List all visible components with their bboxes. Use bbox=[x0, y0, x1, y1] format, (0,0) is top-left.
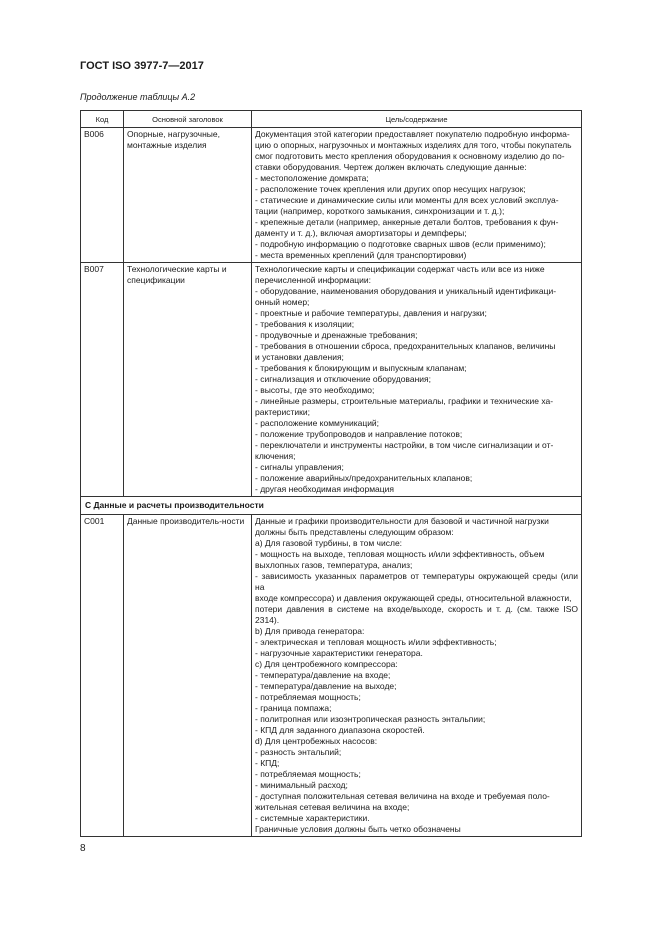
content-line: - сигналы управления; bbox=[255, 462, 344, 472]
spec-table bbox=[80, 110, 582, 837]
content-line: - политропная или изоэнтропическая разность энтальпии; bbox=[255, 714, 486, 724]
page-number: 8 bbox=[80, 843, 86, 854]
content-line: - КПД; bbox=[255, 758, 280, 768]
column-header-title: Основной заголовок bbox=[124, 111, 252, 128]
content-line: цию о опорных, нагрузочных и монтажных изделиях для того, чтобы покупатель bbox=[255, 140, 572, 150]
table-caption: Продолжение таблицы А.2 bbox=[80, 92, 196, 102]
table-row bbox=[81, 515, 582, 837]
content-line: - зависимость указанных параметров от температуры окружающей среды (или на bbox=[255, 571, 578, 592]
content-line: Технологические карты и спецификации содержат часть или все из ниже bbox=[255, 264, 545, 274]
row-code: С001 bbox=[81, 515, 124, 837]
content-line: Документация этой категории предоставляет покупателю подробную информа- bbox=[255, 129, 570, 139]
content-line: b) Для привода генератора: bbox=[255, 626, 365, 636]
content-line: потери давления в системе на входе/выходе, скорость и т. д. (см. также ISO 2314). bbox=[255, 604, 578, 625]
row-title: Опорные, нагрузочные, монтажные изделия bbox=[124, 128, 252, 263]
content-line: - КПД для заданного диапазона скоростей. bbox=[255, 725, 425, 735]
content-line: - статические и динамические силы или моменты для всех условий эксплуа- bbox=[255, 195, 559, 205]
content-line: - минимальный расход; bbox=[255, 780, 348, 790]
content-line: выхлопных газов, температура, анализ; bbox=[255, 560, 413, 570]
content-line: - доступная положительная сетевая величина на входе и требуемая поло- bbox=[255, 791, 550, 801]
content-line: - расположение точек крепления или других опор несущих нагрузок; bbox=[255, 184, 526, 194]
content-line: - требования к изоляции; bbox=[255, 319, 355, 329]
content-line: - требования в отношении сброса, предохранительных клапанов, величины bbox=[255, 341, 556, 351]
content-line: даменту и т. д.), включая амортизаторы и демпферы; bbox=[255, 228, 467, 238]
content-line: - подробную информацию о подготовке сварных швов (если применимо); bbox=[255, 239, 546, 249]
content-line: - положение аварийных/предохранительных клапанов; bbox=[255, 473, 473, 483]
content-line: d) Для центробежных насосов: bbox=[255, 736, 378, 746]
content-line: ставки оборудования. Чертеж должен включать следующие данные: bbox=[255, 162, 527, 172]
content-line: тации (например, короткого замыкания, синхронизации и т. д.); bbox=[255, 206, 505, 216]
content-line: - потребляемая мощность; bbox=[255, 769, 361, 779]
table-row bbox=[81, 128, 582, 263]
document-header: ГОСТ ISO 3977-7—2017 bbox=[80, 60, 204, 72]
content-line: - системные характеристики. bbox=[255, 813, 370, 823]
content-line: входе компрессора) и давления окружающей среды, относительной влажности, bbox=[255, 593, 572, 603]
content-line: - электрическая и тепловая мощность и/или эффективность; bbox=[255, 637, 497, 647]
content-line: с) Для центробежного компрессора: bbox=[255, 659, 398, 669]
content-line: - положение трубопроводов и направление потоков; bbox=[255, 429, 463, 439]
row-title: Технологические карты и спецификации bbox=[124, 263, 252, 497]
content-line: - требования к блокирующим и выпускным клапанам; bbox=[255, 363, 467, 373]
content-line: - крепежные детали (например, анкерные детали болтов, требования к фун- bbox=[255, 217, 559, 227]
content-line: - продувочные и дренажные требования; bbox=[255, 330, 418, 340]
content-line: - разность энтальпий; bbox=[255, 747, 342, 757]
column-header-code: Код bbox=[81, 111, 124, 128]
content-line: - места временных креплений (для транспортировки) bbox=[255, 250, 467, 260]
content-line: - оборудование, наименования оборудования и уникальный идентификаци- bbox=[255, 286, 557, 296]
content-line: должны быть представлены следующим образом: bbox=[255, 527, 454, 537]
content-line: онный номер; bbox=[255, 297, 310, 307]
content-line: - линейные размеры, строительные материалы, графики и технические ха- bbox=[255, 396, 554, 406]
row-code: В006 bbox=[81, 128, 124, 263]
content-line: - расположение коммуникаций; bbox=[255, 418, 380, 428]
content-line: - другая необходимая информация bbox=[255, 484, 394, 494]
content-line: - потребляемая мощность; bbox=[255, 692, 361, 702]
section-title: С Данные и расчеты производительности bbox=[81, 497, 582, 515]
row-title: Данные производитель-ности bbox=[124, 515, 252, 837]
content-line: - граница помпажа; bbox=[255, 703, 332, 713]
content-line: смог подготовить место крепления оборудования к основному изделию до по- bbox=[255, 151, 565, 161]
content-line: - местоположение домкрата; bbox=[255, 173, 369, 183]
content-line: Граничные условия должны быть четко обозначены bbox=[255, 824, 461, 834]
content-line: - температура/давление на выходе; bbox=[255, 681, 397, 691]
content-line: жительная сетевая величина на входе; bbox=[255, 802, 410, 812]
content-line: рактеристики; bbox=[255, 407, 310, 417]
content-line: - высоты, где это необходимо; bbox=[255, 385, 375, 395]
content-line: ключения; bbox=[255, 451, 296, 461]
content-line: перечисленной информации: bbox=[255, 275, 372, 285]
table-row bbox=[81, 263, 582, 497]
content-line: - проектные и рабочие температуры, давления и нагрузки; bbox=[255, 308, 487, 318]
content-line: Данные и графики производительности для базовой и частичной нагрузки bbox=[255, 516, 549, 526]
row-content bbox=[252, 515, 582, 837]
row-content bbox=[252, 263, 582, 497]
column-header-content: Цель/содержание bbox=[252, 111, 582, 128]
content-line: и установки давления; bbox=[255, 352, 344, 362]
content-line: - нагрузочные характеристики генератора. bbox=[255, 648, 423, 658]
table-header-row bbox=[81, 111, 582, 128]
content-line: - температура/давление на входе; bbox=[255, 670, 391, 680]
section-row bbox=[81, 497, 582, 515]
content-line: а) Для газовой турбины, в том числе: bbox=[255, 538, 403, 548]
row-content bbox=[252, 128, 582, 263]
content-line: - мощность на выходе, тепловая мощность и/или эффективность, объем bbox=[255, 549, 545, 559]
row-code: В007 bbox=[81, 263, 124, 497]
content-line: - сигнализация и отключение оборудования; bbox=[255, 374, 431, 384]
content-line: - переключатели и инструменты настройки, в том числе сигнализации и от- bbox=[255, 440, 554, 450]
